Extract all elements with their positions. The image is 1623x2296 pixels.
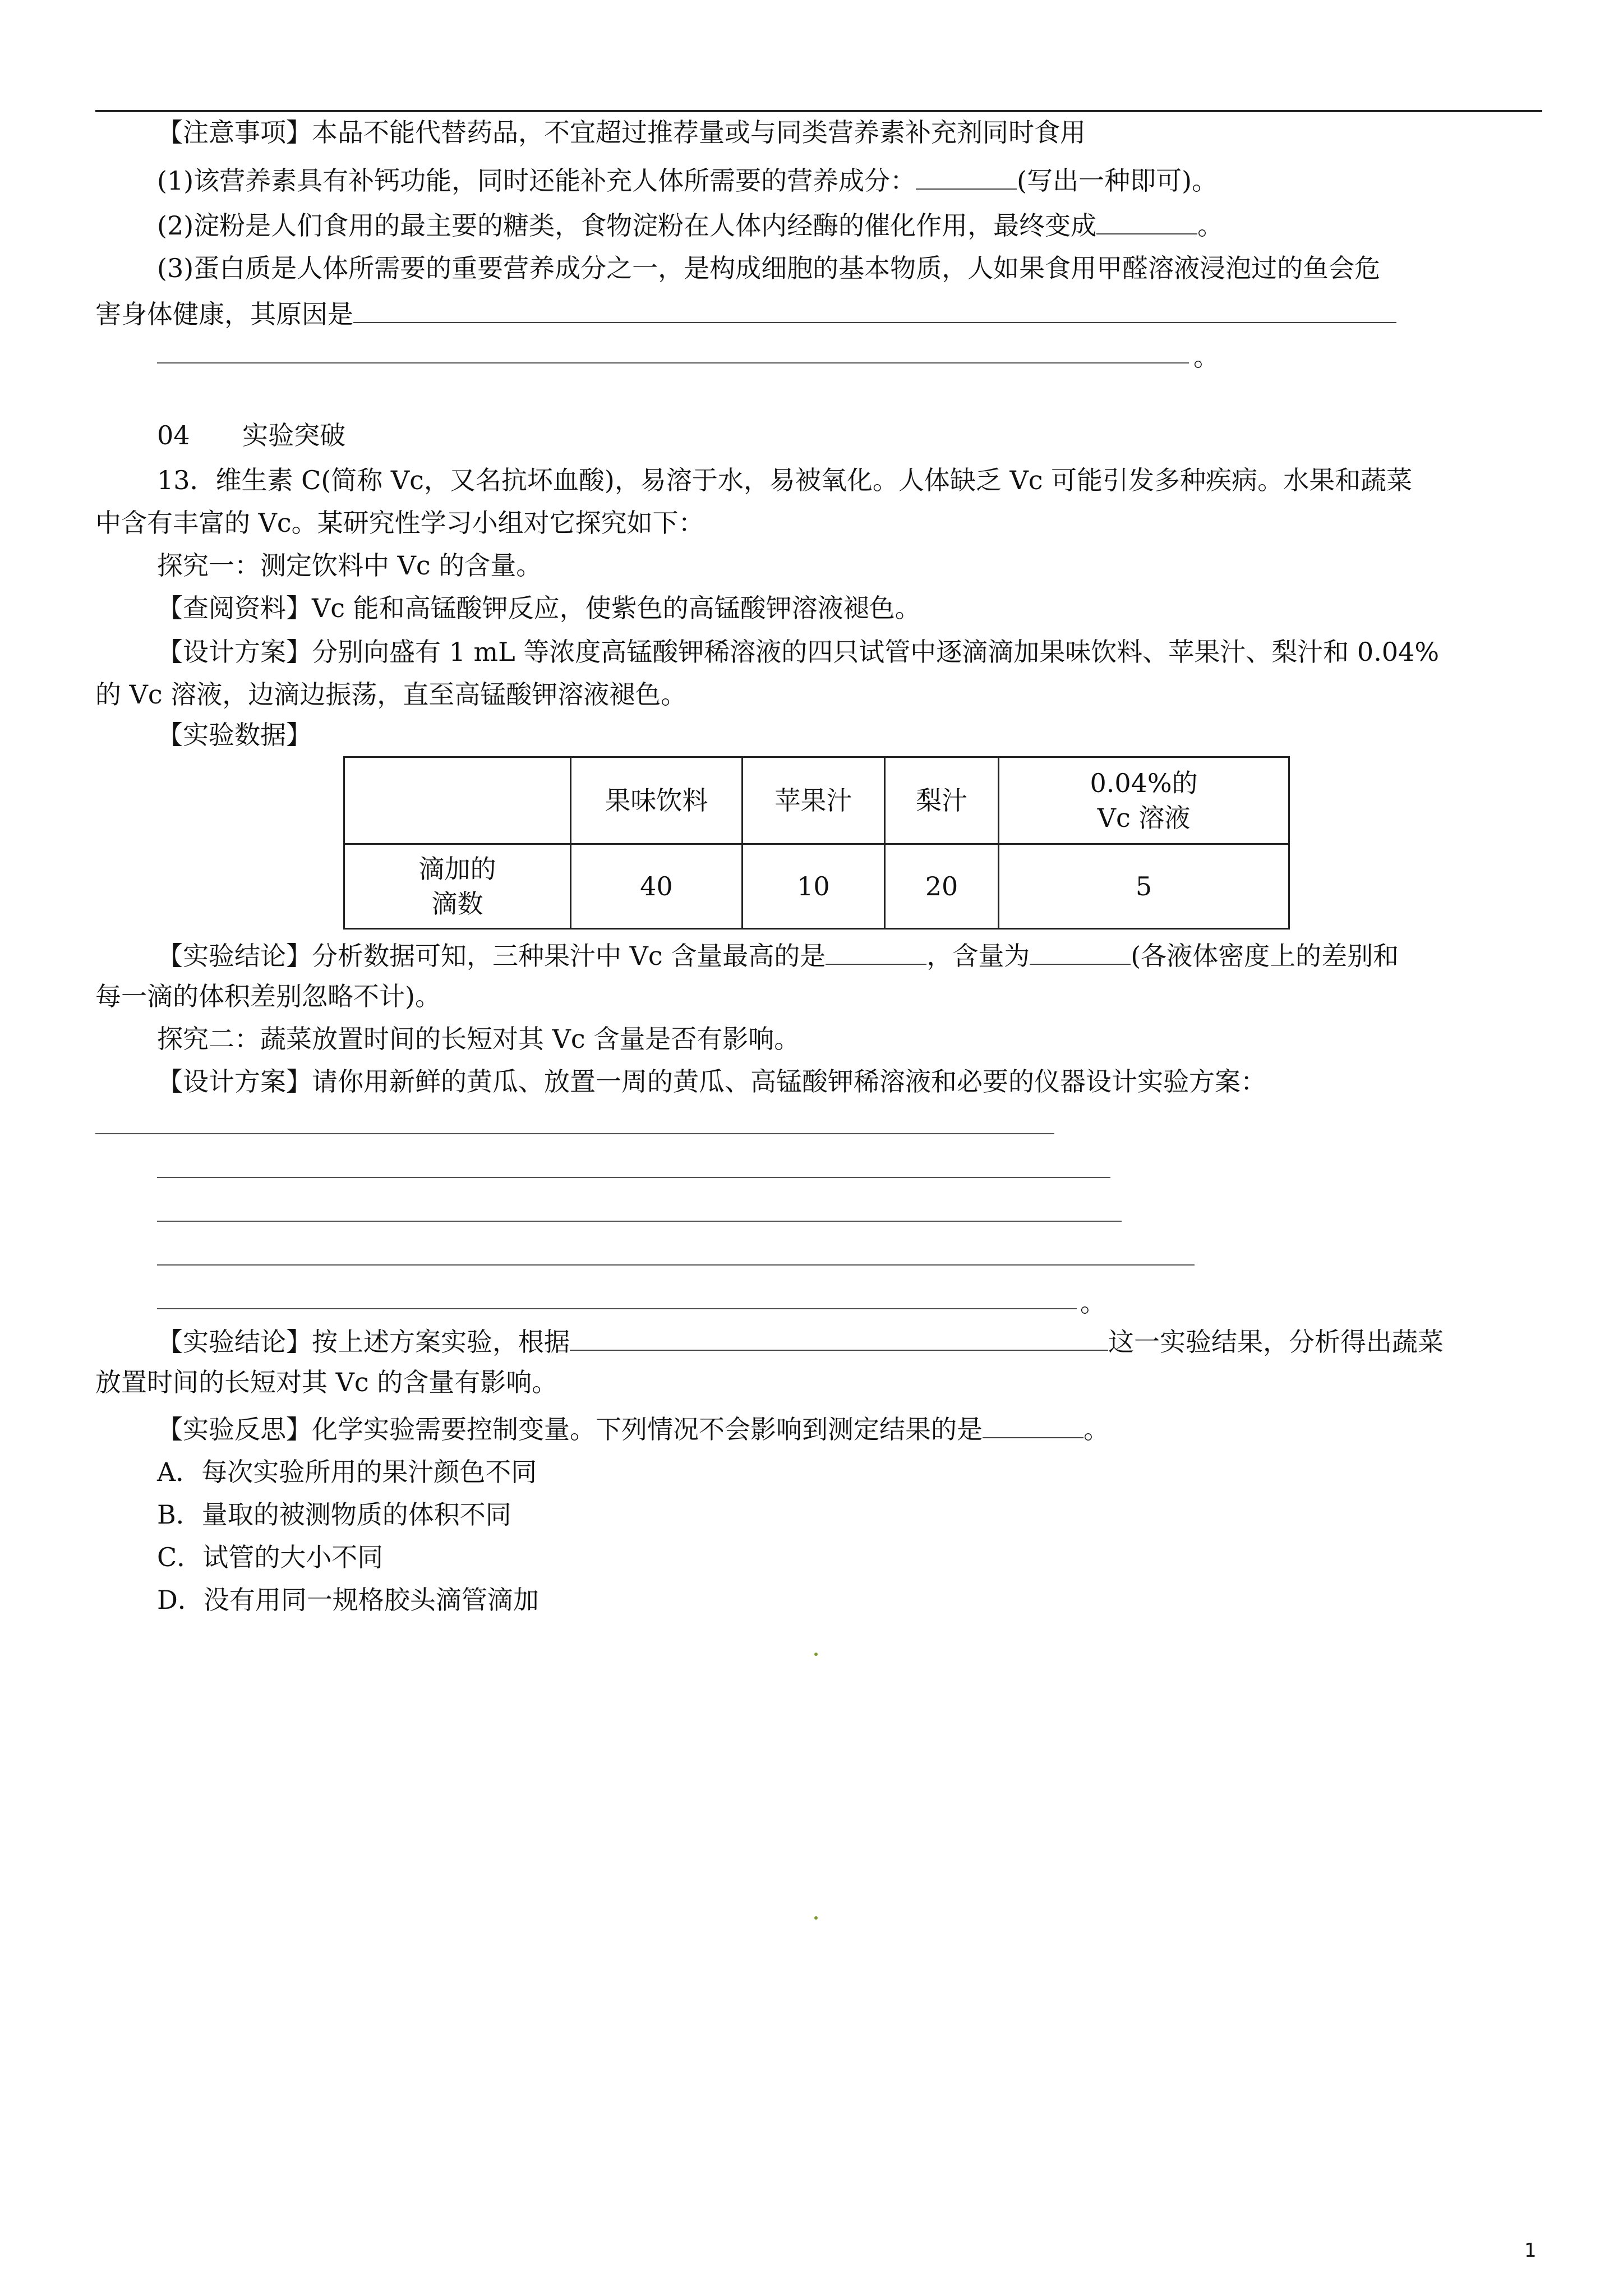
- problem-13-stem: 13．维生素 C(简称 Vc，又名抗坏血酸)，易溶于水，易被氧化。人体缺乏 Vc 可能引发多种疾病。水果和蔬菜: [157, 465, 1413, 495]
- table-row: [344, 844, 1289, 929]
- answer-line-3b[interactable]: [157, 362, 1189, 364]
- experiment-data-table: [343, 756, 1290, 930]
- answer-blank-reflection[interactable]: [983, 1411, 1083, 1438]
- question-3: (3)蛋白质是人体所需要的重要营养成分之一，是构成细胞的基本物质，人如果食用甲醛溶液浸泡过的鱼会危: [157, 253, 1381, 283]
- explore-1-title: 探究一：测定饮料中 Vc 的含量。: [157, 550, 542, 581]
- table-header-apple-juice: 苹果汁: [742, 757, 884, 844]
- explore-2-title: 探究二：蔬菜放置时间的长短对其 Vc 含量是否有影响。: [157, 1024, 800, 1054]
- stray-dot: [814, 1916, 818, 1920]
- option-a[interactable]: A．每次实验所用的果汁颜色不同: [157, 1457, 537, 1487]
- question-3-end: 。: [1193, 342, 1219, 372]
- option-d[interactable]: D．没有用同一规格胶头滴管滴加: [157, 1585, 539, 1615]
- section-title: 实验突破: [242, 420, 345, 450]
- conclusion-2: 【实验结论】按上述方案实验，根据 这一实验结果，分析得出蔬菜: [157, 1324, 1444, 1358]
- notice-line: 【注意事项】本品不能代替药品，不宜超过推荐量或与同类营养素补充剂同时食用: [157, 117, 1086, 148]
- table-row-label: 滴加的 滴数: [344, 844, 571, 929]
- design-answer-line-1[interactable]: [95, 1133, 1054, 1134]
- design-answer-line-4[interactable]: [157, 1264, 1195, 1266]
- table-header-pear-juice: 梨汁: [885, 757, 999, 844]
- table-cell-pear-juice: 20: [885, 844, 999, 929]
- table-header-vc-solution: 0.04%的 Vc 溶液: [999, 757, 1289, 844]
- design-answer-end: 。: [1080, 1287, 1106, 1318]
- conclusion-1: 【实验结论】分析数据可知，三种果汁中 Vc 含量最高的是 ，含量为 (各液体密度上的差别和: [157, 938, 1399, 972]
- table-cell-apple-juice: 10: [742, 844, 884, 929]
- conclusion-1-cont: 每一滴的体积差别忽略不计)。: [95, 981, 441, 1011]
- header-rule: [95, 110, 1542, 112]
- consult-info: 【查阅资料】Vc 能和高锰酸钾反应，使紫色的高锰酸钾溶液褪色。: [157, 593, 921, 623]
- design-1-cont: 的 Vc 溶液，边滴边振荡，直至高锰酸钾溶液褪色。: [95, 679, 687, 710]
- answer-blank-1[interactable]: [916, 163, 1017, 190]
- question-3-cont: 害身体健康，其原因是: [95, 296, 1396, 330]
- experiment-data-label: 【实验数据】: [157, 720, 312, 750]
- question-2: (2)淀粉是人们食用的最主要的糖类，食物淀粉在人体内经酶的催化作用，最终变成 。: [157, 208, 1223, 241]
- answer-blank-content[interactable]: [1030, 938, 1131, 965]
- reflection: 【实验反思】化学实验需要控制变量。下列情况不会影响到测定结果的是 。: [157, 1411, 1109, 1445]
- design-answer-line-5[interactable]: [157, 1308, 1077, 1309]
- table-header-row: [344, 757, 1289, 844]
- answer-blank-result[interactable]: [570, 1324, 1108, 1351]
- option-b[interactable]: B．量取的被测物质的体积不同: [157, 1499, 511, 1530]
- problem-13-stem-cont: 中含有丰富的 Vc。某研究性学习小组对它探究如下：: [95, 508, 704, 538]
- stray-dot: [814, 1653, 818, 1656]
- answer-blank-2[interactable]: [1096, 208, 1197, 234]
- question-1: (1)该营养素具有补钙功能，同时还能补充人体所需要的营养成分： (写出一种即可)。: [157, 163, 1218, 196]
- page-number: 1: [1524, 2239, 1537, 2262]
- design-2: 【设计方案】请你用新鲜的黄瓜、放置一周的黄瓜、高锰酸钾稀溶液和必要的仪器设计实验方案：: [157, 1066, 1266, 1097]
- conclusion-2-cont: 放置时间的长短对其 Vc 的含量有影响。: [95, 1367, 558, 1397]
- table-header-empty: [344, 757, 571, 844]
- answer-blank-3[interactable]: [353, 296, 1396, 323]
- answer-blank-highest-juice[interactable]: [826, 938, 926, 965]
- option-c[interactable]: C．试管的大小不同: [157, 1542, 384, 1572]
- table-cell-fruit-drink: 40: [571, 844, 743, 929]
- section-number: 04: [157, 420, 190, 450]
- design-1: 【设计方案】分别向盛有 1 mL 等浓度高锰酸钾稀溶液的四只试管中逐滴滴加果味饮料、苹果汁、梨汁和 0.04%: [157, 637, 1440, 667]
- design-answer-line-2[interactable]: [157, 1177, 1110, 1178]
- design-answer-line-3[interactable]: [157, 1221, 1122, 1222]
- table-cell-vc-solution: 5: [999, 844, 1289, 929]
- table-header-fruit-drink: 果味饮料: [571, 757, 743, 844]
